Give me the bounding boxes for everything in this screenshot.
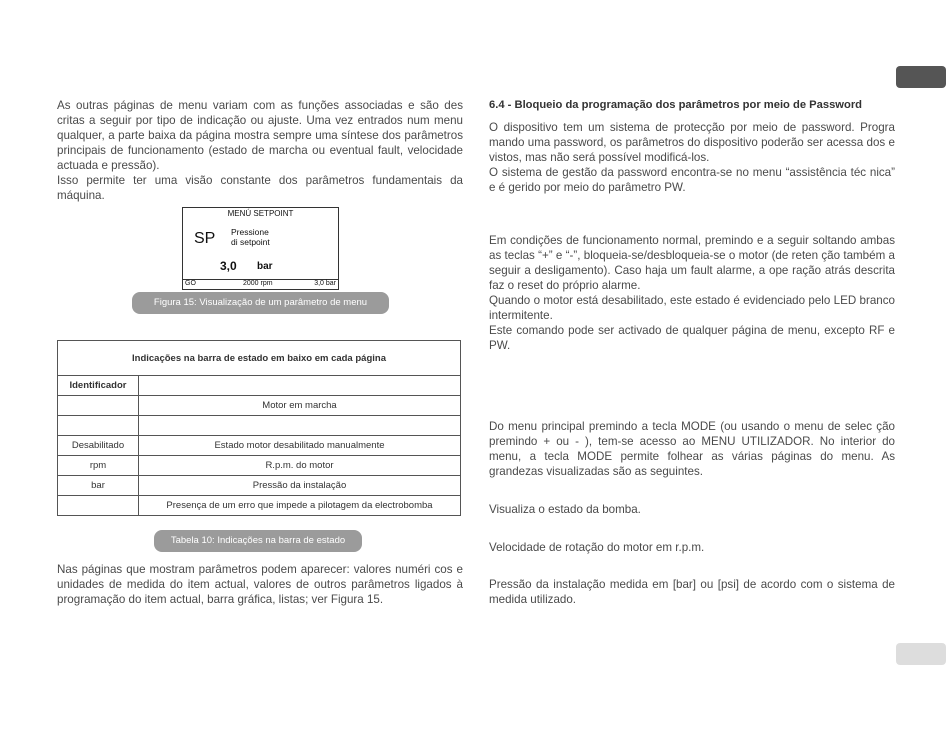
- status-rpm: 2000 rpm: [243, 280, 273, 287]
- display-figure: [182, 207, 339, 290]
- display-parameter-description: Pressione di setpoint: [231, 227, 270, 247]
- user-menu-paragraph: Do menu principal premindo a tecla MODE (ou usando o menu de selec ção premindo + ou - ), tem-se acesso ao MENU UTILIZADOR. No interior do menu, a tecla MODE permite folhear as várias páginas do menu. As grandezas visualizadas são as seguintes.: [489, 420, 895, 479]
- motor-disabled-paragraph: Quando o motor está desabilitado, este estado é evidenciado pelo LED branco intermitente.: [489, 294, 895, 323]
- intro-paragraph: As outras páginas de menu variam com as funções associadas e são des critas a seguir por tipo de indicação ou ajuste. Uma vez entrados num menu qualquer, a parte baixa da página mostra sempre uma síntese dos parâmetros principais de funcionamento (estado de marcha ou eventual fault, velocidade actuada e pressão).: [57, 99, 463, 173]
- display-parameter-code: SP: [194, 230, 216, 247]
- section-title: 6.4 - Bloqueio da programação dos parâmetros por meio de Password: [489, 99, 863, 111]
- table-row: rpm R.p.m. do motor: [58, 456, 461, 476]
- table-header: Indicações na barra de estado em baixo em cada página: [58, 341, 461, 376]
- status-state: GO: [185, 280, 196, 287]
- table-row: Motor em marcha: [58, 396, 461, 416]
- table-col-header-desc: [139, 376, 461, 396]
- command-paragraph: Este comando pode ser activado de qualquer página de menu, excepto RF e PW.: [489, 324, 895, 353]
- pump-status-paragraph: Visualiza o estado da bomba.: [489, 503, 641, 516]
- password-paragraph: O dispositivo tem um sistema de protecção por meio de password. Progra mando uma password, os parâmetros do dispositivo poderão ser acessa dos e vistos, mas não será possível modificá-los.: [489, 121, 895, 165]
- status-bar-table: [57, 340, 461, 516]
- display-unit: bar: [257, 261, 273, 272]
- motor-speed-paragraph: Velocidade de rotação do motor em r.p.m.: [489, 541, 705, 554]
- motor-lock-paragraph: Em condições de funcionamento normal, premindo e a seguir soltando ambas as teclas “+” e “-”, bloqueia-se/desbloqueia-se o motor (de reten ção também a seguir a desligamento). Caso haja um fault alarme, a ope ração atrás descrita faz o reset do próprio alarme.: [489, 234, 895, 293]
- password-menu-paragraph: O sistema de gestão da password encontra-se no menu “assistência téc nica” e é gerido por meio do parâmetro PW.: [489, 166, 895, 195]
- display-menu-title: MENÚ SETPOINT: [227, 209, 294, 218]
- status-pressure: 3,0 bar: [314, 280, 336, 287]
- table-row: bar Pressão da instalação: [58, 476, 461, 496]
- display-status-bar: [183, 279, 338, 289]
- table-col-header-id: Identificador: [58, 376, 139, 396]
- table-row: Desabilitado Estado motor desabilitado manualmente: [58, 436, 461, 456]
- pressure-paragraph: Pressão da instalação medida em [bar] ou [psi] de acordo com o sistema de medida utilizado.: [489, 578, 895, 607]
- display-value: 3,0: [220, 259, 237, 273]
- table-row: Presença de um erro que impede a pilotagem da electrobomba: [58, 496, 461, 516]
- parameters-paragraph: Nas páginas que mostram parâmetros podem aparecer: valores numéri cos e unidades de medida do item actual, valores de outros parâmetros ligados à programação do item actual, barra gráfica, listas; ver Figura 15.: [57, 563, 463, 607]
- intro-paragraph-2: Isso permite ter uma visão constante dos parâmetros fundamentais da máquina.: [57, 174, 463, 203]
- figure-caption: Figura 15: Visualização de um parâmetro de menu: [132, 292, 389, 314]
- chapter-tab: [896, 643, 946, 665]
- table-row: [58, 416, 461, 436]
- chapter-tab-active: [896, 66, 946, 88]
- table-caption: Tabela 10: Indicações na barra de estado: [154, 530, 362, 552]
